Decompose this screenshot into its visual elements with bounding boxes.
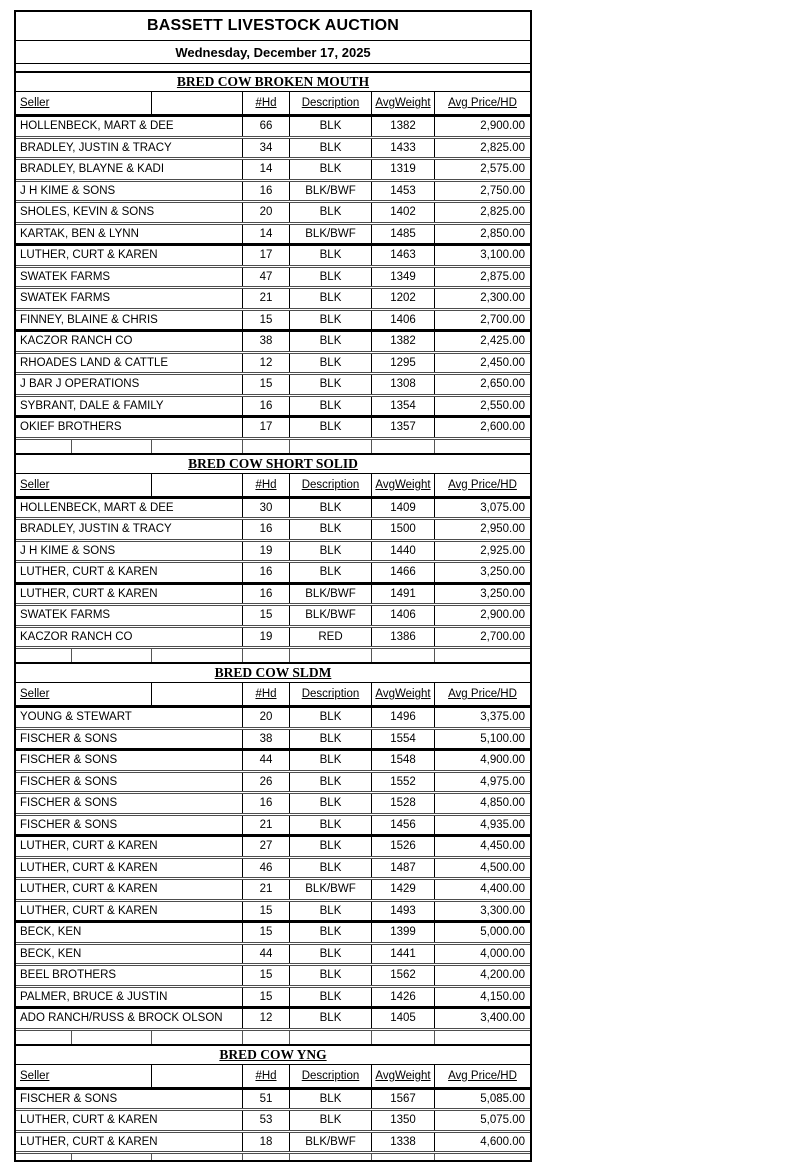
avg-price-cell: 2,650.00 (434, 375, 530, 394)
avg-weight-cell: 1567 (371, 1090, 434, 1109)
avg-price-cell: 5,000.00 (434, 923, 530, 942)
filler-row (16, 646, 530, 662)
section-body (16, 1090, 530, 1152)
table-row (16, 179, 530, 201)
description-cell: BLK (289, 563, 371, 582)
avg-price-column-header: Avg Price/HD (448, 1069, 517, 1082)
seller-cell: YOUNG & STEWART (20, 711, 132, 724)
description-cell: BLK/BWF (289, 225, 371, 244)
description-column-header: Description (301, 97, 360, 109)
avg-price-cell: 3,375.00 (434, 708, 530, 727)
head-count-cell: 26 (242, 773, 289, 792)
section-body (16, 499, 530, 647)
seller-cell: FISCHER & SONS (20, 732, 118, 745)
head-count-cell: 21 (242, 880, 289, 899)
avg-price-cell: 4,000.00 (434, 945, 530, 964)
head-count-cell: 17 (242, 246, 289, 265)
avg-weight-cell: 1399 (371, 923, 434, 942)
seller-cell: J H KIME & SONS (20, 544, 116, 557)
avg-weight-cell: 1487 (371, 859, 434, 878)
seller-cell: SYBRANT, DALE & FAMILY (20, 399, 164, 412)
filler-row (16, 1151, 530, 1160)
avg-weight-cell: 1402 (371, 203, 434, 222)
seller-cell: RHOADES LAND & CATTLE (20, 356, 169, 369)
table-row (16, 117, 530, 136)
head-count-cell: 27 (242, 837, 289, 856)
seller-cell: LUTHER, CURT & KAREN (20, 861, 158, 874)
seller-cell: KACZOR RANCH CO (20, 630, 133, 643)
head-count-cell: 21 (242, 816, 289, 835)
head-count-cell: 38 (242, 730, 289, 749)
description-cell: BLK (289, 816, 371, 835)
seller-cell: SWATEK FARMS (20, 292, 111, 305)
section (16, 453, 530, 663)
head-count-cell: 30 (242, 499, 289, 518)
avg-weight-cell: 1453 (371, 182, 434, 201)
head-count-cell: 53 (242, 1111, 289, 1130)
head-count-cell: 16 (242, 563, 289, 582)
section-body (16, 708, 530, 1028)
head-count-cell: 38 (242, 332, 289, 351)
avg-price-cell: 4,200.00 (434, 966, 530, 985)
table-row (16, 560, 530, 582)
seller-cell: LUTHER, CURT & KAREN (20, 249, 158, 262)
seller-cell: LUTHER, CURT & KAREN (20, 840, 158, 853)
description-cell: BLK/BWF (289, 880, 371, 899)
avg-weight-cell: 1456 (371, 816, 434, 835)
description-cell: BLK/BWF (289, 1133, 371, 1152)
head-count-cell: 19 (242, 628, 289, 647)
avg-price-cell: 2,925.00 (434, 542, 530, 561)
head-count-cell: 44 (242, 945, 289, 964)
description-cell: BLK (289, 203, 371, 222)
avg-price-cell: 2,900.00 (434, 606, 530, 625)
head-count-cell: 15 (242, 311, 289, 330)
avg-price-cell: 2,700.00 (434, 628, 530, 647)
description-cell: BLK (289, 708, 371, 727)
table-row (16, 372, 530, 394)
description-cell: BLK (289, 139, 371, 158)
table-row (16, 603, 530, 625)
avg-weight-cell: 1562 (371, 966, 434, 985)
seller-cell: HOLLENBECK, MART & DEE (20, 501, 174, 514)
seller-cell: FISCHER & SONS (20, 754, 118, 767)
section-title-row (16, 453, 530, 474)
avg-price-cell: 2,450.00 (434, 354, 530, 373)
table-row (16, 942, 530, 964)
avg-weight-cell: 1554 (371, 730, 434, 749)
avg-price-cell: 4,500.00 (434, 859, 530, 878)
filler-row (16, 1028, 530, 1044)
table-row (16, 877, 530, 899)
description-cell: BLK (289, 520, 371, 539)
avg-price-cell: 2,600.00 (434, 418, 530, 437)
table-row (16, 1006, 530, 1028)
head-count-column-header: #Hd (255, 688, 277, 700)
avg-price-cell: 4,450.00 (434, 837, 530, 856)
description-cell: BLK (289, 902, 371, 921)
avg-weight-cell: 1386 (371, 628, 434, 647)
avg-weight-cell: 1429 (371, 880, 434, 899)
seller-column-header: Seller (20, 688, 50, 700)
avg-weight-cell: 1406 (371, 311, 434, 330)
avg-weight-cell: 1528 (371, 794, 434, 813)
table-row (16, 222, 530, 244)
avg-weight-cell: 1440 (371, 542, 434, 561)
section-title: BRED COW YNG (219, 1046, 327, 1062)
avg-weight-cell: 1441 (371, 945, 434, 964)
description-cell: BLK (289, 397, 371, 416)
avg-price-cell: 3,250.00 (434, 585, 530, 604)
description-cell: BLK (289, 542, 371, 561)
seller-column-header: Seller (20, 478, 50, 491)
table-row (16, 582, 530, 604)
seller-cell: ADO RANCH/RUSS & BROCK OLSON (20, 1012, 223, 1025)
avg-weight-cell: 1496 (371, 708, 434, 727)
description-cell: BLK/BWF (289, 585, 371, 604)
section-body (16, 117, 530, 437)
avg-weight-cell: 1463 (371, 246, 434, 265)
avg-price-cell: 2,850.00 (434, 225, 530, 244)
description-cell: BLK (289, 773, 371, 792)
description-column-header: Description (301, 688, 360, 700)
avg-weight-cell: 1491 (371, 585, 434, 604)
avg-price-cell: 2,875.00 (434, 268, 530, 287)
avg-price-cell: 2,700.00 (434, 311, 530, 330)
avg-weight-cell: 1433 (371, 139, 434, 158)
description-cell: BLK (289, 418, 371, 437)
avg-weight-cell: 1500 (371, 520, 434, 539)
head-count-cell: 16 (242, 182, 289, 201)
avg-weight-column-header: AvgWeight (375, 1069, 431, 1082)
head-count-cell: 46 (242, 859, 289, 878)
description-cell: BLK (289, 289, 371, 308)
avg-price-cell: 5,100.00 (434, 730, 530, 749)
avg-price-column-header: Avg Price/HD (448, 688, 517, 700)
head-count-cell: 15 (242, 988, 289, 1007)
seller-cell: J BAR J OPERATIONS (20, 378, 140, 391)
head-count-cell: 14 (242, 160, 289, 179)
avg-weight-cell: 1426 (371, 988, 434, 1007)
head-count-cell: 21 (242, 289, 289, 308)
avg-weight-cell: 1526 (371, 837, 434, 856)
avg-weight-column-header: AvgWeight (375, 97, 431, 109)
description-cell: BLK/BWF (289, 182, 371, 201)
seller-cell: KARTAK, BEN & LYNN (20, 227, 139, 240)
description-cell: BLK (289, 354, 371, 373)
seller-cell: KACZOR RANCH CO (20, 335, 133, 348)
head-count-cell: 15 (242, 966, 289, 985)
table-row (16, 791, 530, 813)
avg-weight-cell: 1548 (371, 751, 434, 770)
section-title-row (16, 71, 530, 92)
avg-price-cell: 4,150.00 (434, 988, 530, 1007)
seller-cell: OKIEF BROTHERS (20, 421, 122, 434)
seller-column-spacer (151, 92, 242, 114)
description-cell: BLK (289, 160, 371, 179)
avg-price-cell: 4,975.00 (434, 773, 530, 792)
head-count-cell: 34 (242, 139, 289, 158)
seller-column-spacer (151, 1065, 242, 1087)
seller-cell: BEEL BROTHERS (20, 969, 117, 982)
avg-price-cell: 2,825.00 (434, 203, 530, 222)
avg-price-cell: 2,900.00 (434, 117, 530, 136)
table-row (16, 351, 530, 373)
head-count-cell: 15 (242, 902, 289, 921)
head-count-column-header: #Hd (255, 97, 277, 109)
head-count-cell: 14 (242, 225, 289, 244)
avg-price-cell: 2,300.00 (434, 289, 530, 308)
avg-weight-cell: 1406 (371, 606, 434, 625)
avg-price-column-header: Avg Price/HD (448, 478, 517, 491)
seller-cell: BECK, KEN (20, 926, 82, 939)
table-row (16, 136, 530, 158)
avg-price-cell: 3,400.00 (434, 1009, 530, 1028)
spacer-row (16, 64, 530, 71)
description-cell: BLK (289, 268, 371, 287)
seller-cell: LUTHER, CURT & KAREN (20, 904, 158, 917)
avg-price-cell: 4,900.00 (434, 751, 530, 770)
head-count-cell: 15 (242, 606, 289, 625)
table-row (16, 329, 530, 351)
table-row (16, 499, 530, 518)
head-count-cell: 16 (242, 520, 289, 539)
avg-weight-cell: 1405 (371, 1009, 434, 1028)
table-row (16, 625, 530, 647)
head-count-cell: 15 (242, 375, 289, 394)
table-row (16, 517, 530, 539)
avg-weight-column-header: AvgWeight (375, 688, 431, 700)
seller-cell: LUTHER, CURT & KAREN (20, 883, 158, 896)
avg-weight-cell: 1319 (371, 160, 434, 179)
avg-weight-cell: 1493 (371, 902, 434, 921)
description-column-header: Description (301, 1069, 360, 1082)
section (16, 1044, 530, 1161)
seller-cell: PALMER, BRUCE & JUSTIN (20, 990, 168, 1003)
description-cell: BLK (289, 332, 371, 351)
description-cell: BLK (289, 988, 371, 1007)
avg-weight-cell: 1350 (371, 1111, 434, 1130)
head-count-cell: 51 (242, 1090, 289, 1109)
table-row (16, 157, 530, 179)
head-count-column-header: #Hd (255, 1069, 277, 1082)
head-count-column-header: #Hd (255, 478, 277, 491)
description-cell: RED (289, 628, 371, 647)
section-title-row (16, 662, 530, 683)
description-cell: BLK (289, 794, 371, 813)
column-header-row (16, 683, 530, 708)
table-row (16, 308, 530, 330)
description-cell: BLK (289, 1009, 371, 1028)
table-row (16, 748, 530, 770)
table-row (16, 1108, 530, 1130)
seller-cell: HOLLENBECK, MART & DEE (20, 120, 174, 133)
description-cell: BLK/BWF (289, 606, 371, 625)
avg-price-cell: 2,550.00 (434, 397, 530, 416)
description-cell: BLK (289, 311, 371, 330)
seller-cell: FISCHER & SONS (20, 797, 118, 810)
seller-cell: BRADLEY, JUSTIN & TRACY (20, 141, 172, 154)
avg-price-cell: 3,075.00 (434, 499, 530, 518)
table-row (16, 1130, 530, 1152)
avg-weight-cell: 1354 (371, 397, 434, 416)
description-cell: BLK (289, 837, 371, 856)
avg-price-cell: 4,935.00 (434, 816, 530, 835)
description-cell: BLK (289, 375, 371, 394)
head-count-cell: 44 (242, 751, 289, 770)
avg-weight-cell: 1466 (371, 563, 434, 582)
seller-cell: BRADLEY, BLAYNE & KADI (20, 163, 165, 176)
seller-cell: SWATEK FARMS (20, 609, 111, 622)
description-cell: BLK (289, 1111, 371, 1130)
head-count-cell: 17 (242, 418, 289, 437)
avg-price-cell: 2,575.00 (434, 160, 530, 179)
table-row (16, 1090, 530, 1109)
head-count-cell: 66 (242, 117, 289, 136)
head-count-cell: 18 (242, 1133, 289, 1152)
avg-price-cell: 4,600.00 (434, 1133, 530, 1152)
avg-price-cell: 4,400.00 (434, 880, 530, 899)
head-count-cell: 16 (242, 794, 289, 813)
section-title-row (16, 1044, 530, 1065)
seller-column-header: Seller (20, 97, 50, 109)
table-row (16, 813, 530, 835)
page-title: BASSETT LIVESTOCK AUCTION (16, 12, 530, 41)
column-header-row (16, 474, 530, 499)
avg-price-cell: 3,250.00 (434, 563, 530, 582)
section (16, 71, 530, 453)
table-row (16, 539, 530, 561)
head-count-cell: 12 (242, 354, 289, 373)
avg-weight-column-header: AvgWeight (375, 478, 431, 491)
avg-price-cell: 5,075.00 (434, 1111, 530, 1130)
table-row (16, 265, 530, 287)
avg-price-cell: 2,950.00 (434, 520, 530, 539)
filler-row (16, 437, 530, 453)
avg-price-cell: 3,300.00 (434, 902, 530, 921)
auction-report-sheet (14, 10, 532, 1162)
seller-cell: SWATEK FARMS (20, 270, 111, 283)
table-row (16, 985, 530, 1007)
table-row (16, 963, 530, 985)
table-row (16, 286, 530, 308)
avg-weight-cell: 1338 (371, 1133, 434, 1152)
avg-price-cell: 4,850.00 (434, 794, 530, 813)
section (16, 662, 530, 1044)
avg-price-cell: 2,425.00 (434, 332, 530, 351)
head-count-cell: 16 (242, 585, 289, 604)
avg-weight-cell: 1357 (371, 418, 434, 437)
head-count-cell: 15 (242, 923, 289, 942)
description-cell: BLK (289, 1090, 371, 1109)
avg-weight-cell: 1485 (371, 225, 434, 244)
seller-cell: J H KIME & SONS (20, 184, 116, 197)
section-title: BRED COW SHORT SOLID (188, 455, 358, 471)
seller-cell: FINNEY, BLAINE & CHRIS (20, 313, 158, 326)
head-count-cell: 19 (242, 542, 289, 561)
table-row (16, 727, 530, 749)
avg-weight-cell: 1349 (371, 268, 434, 287)
head-count-cell: 47 (242, 268, 289, 287)
seller-cell: SHOLES, KEVIN & SONS (20, 206, 155, 219)
sections-container (16, 71, 530, 1160)
head-count-cell: 20 (242, 708, 289, 727)
section-title: BRED COW SLDM (214, 665, 332, 680)
seller-cell: LUTHER, CURT & KAREN (20, 587, 158, 600)
table-row (16, 899, 530, 921)
description-cell: BLK (289, 751, 371, 770)
description-cell: BLK (289, 246, 371, 265)
seller-column-header: Seller (20, 1069, 50, 1082)
avg-weight-cell: 1295 (371, 354, 434, 373)
column-header-row (16, 1065, 530, 1090)
avg-price-cell: 2,750.00 (434, 182, 530, 201)
avg-price-cell: 2,825.00 (434, 139, 530, 158)
table-row (16, 834, 530, 856)
seller-cell: LUTHER, CURT & KAREN (20, 1135, 158, 1148)
description-cell: BLK (289, 117, 371, 136)
avg-weight-cell: 1382 (371, 117, 434, 136)
seller-cell: LUTHER, CURT & KAREN (20, 566, 158, 579)
seller-cell: BECK, KEN (20, 947, 82, 960)
description-cell: BLK (289, 859, 371, 878)
seller-cell: LUTHER, CURT & KAREN (20, 1114, 158, 1127)
head-count-cell: 12 (242, 1009, 289, 1028)
section-title: BRED COW BROKEN MOUTH (176, 74, 370, 89)
report-date: Wednesday, December 17, 2025 (16, 41, 530, 64)
seller-column-spacer (151, 683, 242, 705)
description-cell: BLK (289, 499, 371, 518)
table-row (16, 708, 530, 727)
table-row (16, 243, 530, 265)
table-row (16, 415, 530, 437)
avg-weight-cell: 1409 (371, 499, 434, 518)
avg-price-cell: 3,100.00 (434, 246, 530, 265)
seller-cell: FISCHER & SONS (20, 1092, 118, 1105)
avg-weight-cell: 1202 (371, 289, 434, 308)
description-cell: BLK (289, 730, 371, 749)
head-count-cell: 20 (242, 203, 289, 222)
column-header-row (16, 92, 530, 117)
seller-column-spacer (151, 474, 242, 496)
avg-price-cell: 5,085.00 (434, 1090, 530, 1109)
seller-cell: FISCHER & SONS (20, 775, 118, 788)
seller-cell: BRADLEY, JUSTIN & TRACY (20, 523, 172, 536)
head-count-cell: 16 (242, 397, 289, 416)
seller-cell: FISCHER & SONS (20, 818, 118, 831)
description-cell: BLK (289, 966, 371, 985)
avg-weight-cell: 1382 (371, 332, 434, 351)
description-cell: BLK (289, 945, 371, 964)
avg-weight-cell: 1552 (371, 773, 434, 792)
table-row (16, 770, 530, 792)
description-cell: BLK (289, 923, 371, 942)
table-row (16, 920, 530, 942)
table-row (16, 200, 530, 222)
description-column-header: Description (301, 478, 360, 491)
table-row (16, 394, 530, 416)
table-row (16, 856, 530, 878)
avg-price-column-header: Avg Price/HD (448, 97, 517, 109)
avg-weight-cell: 1308 (371, 375, 434, 394)
